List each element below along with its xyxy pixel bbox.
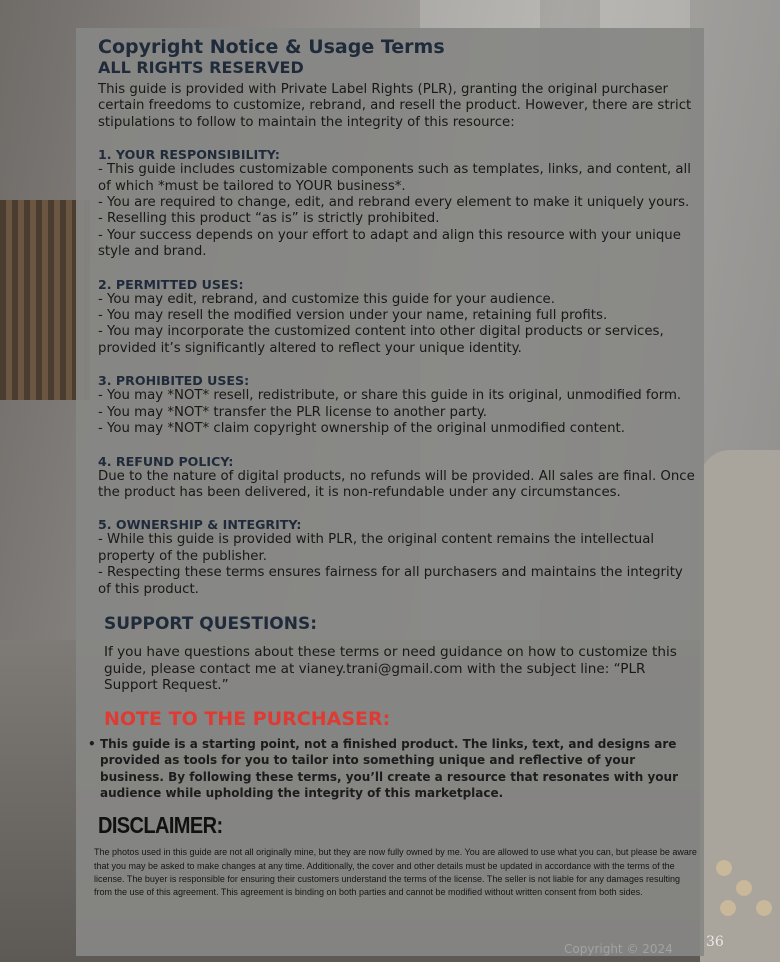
bullet-icon: • <box>88 736 96 751</box>
section-line: - You are required to change, edit, and rebrand every element to make it uniquely yours. <box>98 195 690 211</box>
section-prohibited-uses <box>98 373 696 437</box>
section-line: - You may resell the modified version under your name, retaining full profits. <box>98 308 608 324</box>
disclaimer-title: DISCLAIMER: <box>98 813 223 839</box>
disclaimer-text: The photos used in this guide are not all originally mine, but they are now fully owned by me. You are allowed to use what you can, but please be aware that you may be asked to make changes at any time. Additionally, the cover and other details must be updated in accordance with the terms of the license. The buyer is responsible for ensuring their customers understand the terms of the license. The seller is not liable for any damages resulting from the use of this agreement. This agreement is binding on both parties and cannot be modified without written consent from both sides. <box>94 847 697 897</box>
copyright-watermark: Copyright © 2024 <box>564 942 673 956</box>
section-title: 2. PERMITTED USES: <box>98 276 244 292</box>
page-number: 36 <box>706 934 724 950</box>
note-text: This guide is a starting point, not a finished product. The links, text, and designs are provided as tools for you to tailor into something unique and reflective of your business. By following these terms, you’ll create a resource that resonates with your audience while upholding the integrity of this marketplace. <box>100 736 678 800</box>
section-line: - Respecting these terms ensures fairness for all purchasers and maintains the integrity of this product. <box>98 565 683 597</box>
section-permitted-uses <box>98 277 696 358</box>
section-line: - You may edit, rebrand, and customize this guide for your audience. <box>98 291 555 307</box>
section-line: - You may incorporate the customized content into other digital products or services, provided it’s significantly altered to reflect your unique identity. <box>98 324 664 356</box>
section-line: - Your success depends on your effort to adapt and align this resource with your unique style and brand. <box>98 227 681 260</box>
page-title: Copyright Notice & Usage Terms <box>98 36 445 58</box>
support-title: SUPPORT QUESTIONS: <box>104 613 318 634</box>
section-line: - Reselling this product “as is” is strictly prohibited. <box>98 211 440 227</box>
section-ownership-integrity <box>98 517 696 598</box>
section-title: 3. PROHIBITED USES: <box>98 373 250 389</box>
section-line: - While this guide is provided with PLR, the original content remains the intellectual property of the publisher. <box>98 532 655 564</box>
note-title: NOTE TO THE PURCHASER: <box>104 707 391 730</box>
terms-content <box>88 36 697 899</box>
section-line: Due to the nature of digital products, no refunds will be provided. All sales are final. Once the product has been delivered, it is non-refundable under any circumstances. <box>98 468 695 500</box>
section-title: 5. OWNERSHIP & INTEGRITY: <box>98 517 302 533</box>
section-title: 4. REFUND POLICY: <box>98 453 234 469</box>
section-line: - You may *NOT* claim copyright ownership of the original unmodified content. <box>98 421 625 437</box>
section-title: 1. YOUR RESPONSIBILITY: <box>98 147 280 163</box>
list-item <box>88 736 696 802</box>
section-line: - You may *NOT* transfer the PLR license to another party. <box>98 404 488 420</box>
intro-paragraph: This guide is provided with Private Label Rights (PLR), granting the original purchaser certain freedoms to customize, rebrand, and resell the product. However, there are strict stipulations to follow to maintain the integrity of this resource: <box>98 82 692 130</box>
section-line: - This guide includes customizable components such as templates, links, and content, all of which *must be tailored to YOUR business*. <box>98 162 691 194</box>
support-text: If you have questions about these terms or need guidance on how to customize this guide, please contact me at vianey.trani@gmail.com with the subject line: “PLR Support Request.” <box>104 643 677 694</box>
note-list <box>88 736 696 802</box>
section-responsibility <box>98 147 696 260</box>
section-refund-policy <box>98 454 696 502</box>
page-subtitle: ALL RIGHTS RESERVED <box>98 58 304 77</box>
terms-panel <box>76 28 704 956</box>
section-line: - You may *NOT* resell, redistribute, or share this guide in its original, unmodified form. <box>98 388 682 404</box>
